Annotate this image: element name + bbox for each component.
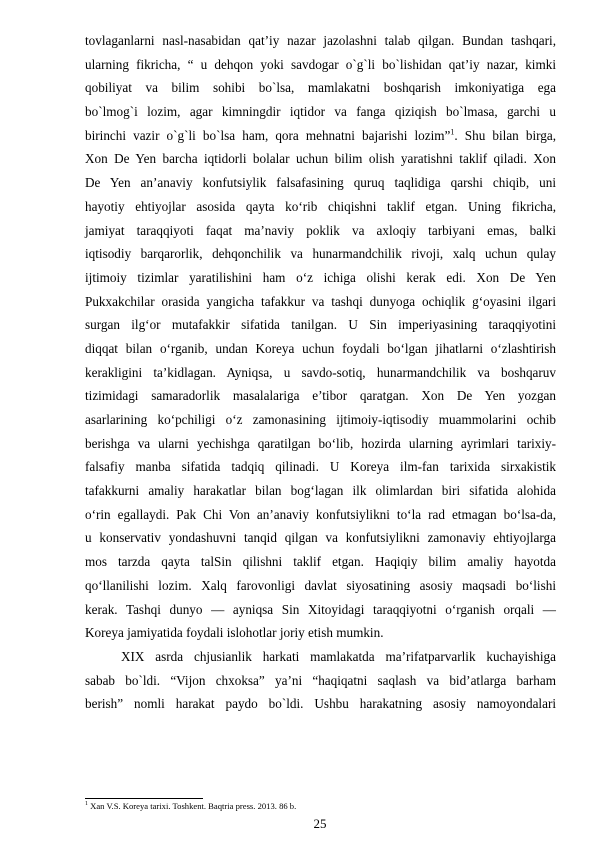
text-line: o‘rin egallaydi. Pak Chi Von an’anaviy konfutsiylikni to‘la rad etmagan bo‘lsa-da,: [85, 506, 556, 522]
text-line: ularning fikricha, “ u dehqon yoki savdogar o`g`li bo`lishidan qat’iy nazar, kimki: [85, 56, 556, 72]
text-line: kerak. Tashqi dunyo — ayniqsa Sin Xitoyidagi taraqqiyotni o‘rganish orqali —: [85, 601, 556, 617]
page-number: 25: [313, 816, 327, 831]
text-line: De Yen an’anaviy konfutsiylik falsafasining quruq taqlidiga qarshi chiqib, uni: [85, 175, 556, 191]
footnote: [85, 801, 296, 812]
quoted-text: birinchi vazir o`g`li bo`lsa ham, qora mehnatni bajarishi lozim”: [85, 127, 451, 143]
text-line: diqqat bilan o‘rganib, undan Koreya uchun foydali bo‘lgan jihatlarni o‘zlashtirish: [85, 340, 556, 356]
text-line-with-footnote: [85, 124, 556, 148]
footnote-divider: [85, 798, 203, 799]
text-line: berish” nomli harakat paydo bo`ldi. Ushbu harakatning asosiy namoyondalari: [85, 696, 556, 712]
text-line: sabab bo`ldi. “Vijon chxoksa” ya’ni “haqiqatni saqlash va bid’atlarga barham: [85, 672, 556, 688]
text-line: tafakkurni amaliy harakatlar bilan bog‘lagan ilk olimlardan biri sifatida alohida: [85, 483, 556, 499]
paragraph-last-line: Koreya jamiyatida foydali islohotlar joriy etish mumkin.: [85, 625, 384, 641]
footnote-text: Xan V.S. Koreya tarixi. Toshkent. Baqtria press. 2013. 86 b.: [88, 801, 297, 811]
text-line: tizimidagi samaradorlik masalalariga e’tibor qaratgan. Xon De Yen yozgan: [85, 388, 556, 404]
text-line: asarlarining ko‘pchiligi o‘z zamonasining ijtimoiy-iqtisodiy muammolarini ochib: [85, 412, 556, 427]
text-line: falsafiy manba sifatida tadqiq qilinadi. U Koreya ilm-fan tarixida sirxakistik: [85, 459, 556, 475]
text-line: qobiliyat va bilim sohibi bo`lsa, mamlakatni boshqarish imkoniyatiga ega: [85, 80, 556, 96]
text-line: tovlaganlarni nasl-nasabidan qat’iy nazar jazolashni talab qilgan. Bundan tashqari,: [85, 33, 556, 48]
text-line: qo‘llanilishi lozim. Xalq farovonligi davlat siyosatining asosiy maqsadi bo‘lishi: [85, 577, 556, 593]
text-line: Xon De Yen barcha iqtidorli bolalar uchun bilim olish yaratishni taklif qiladi. Xon: [85, 151, 556, 167]
text-line: iqtisodiy barqarorlik, dehqonchilik va hunarmandchilik rivoji, xalq uchun qulay: [85, 246, 556, 262]
text-line: surgan ilg‘or mutafakkir sifatida tanilgan. U Sin imperiyasining taraqqiyotini: [85, 317, 556, 333]
page-body: [85, 29, 556, 716]
text-line: jamiyat taraqqiyoti faqat ma’naviy poklik va axloqiy tarbiyani emas, balki: [85, 222, 556, 238]
text-continuation: . Shu bilan birga,: [454, 127, 557, 143]
text-line: ijtimoiy tizimlar yaratilishini ham o‘z ichiga olishi kerak edi. Xon De Yen: [85, 269, 556, 285]
text-line: Pukxakchilar orasida yangicha tafakkur va tashqi dunyoga ochiqlik g‘oyasini ilgari: [85, 293, 556, 309]
footnote-marker: 1: [85, 801, 88, 808]
footnote-reference[interactable]: 1: [450, 127, 455, 137]
text-line: u konservativ yondashuvni tanqid qilgan va konfutsiylikni zamonaviy ehtiyojlarga: [85, 530, 556, 546]
text-line: kerakligini ta’kidlagan. Ayniqsa, u savdo-sotiq, hunarmandchilik va boshqaruv: [85, 364, 556, 380]
paragraph-first-line: XIX asrda chjusianlik harkati mamlakatda ma’rifatparvarlik kuchayishiga: [121, 648, 556, 664]
text-line: hayotiy ehtiyojlar asosida qayta ko‘rib chiqishni taklif etgan. Uning fikricha,: [85, 198, 556, 214]
text-line: mos tarzda qayta talSin qilishni taklif etgan. Haqiqiy bilim amaliy hayotda: [85, 554, 556, 570]
text-line: berishga va ularni yechishga qaratilgan bo‘lib, hozirda ularning ayrimlari tarixiy-: [85, 435, 556, 451]
text-line: bo`lmog`i lozim, agar kimningdir iqtidor va fanga qiziqish bo`lmasa, garchi u: [85, 104, 556, 120]
